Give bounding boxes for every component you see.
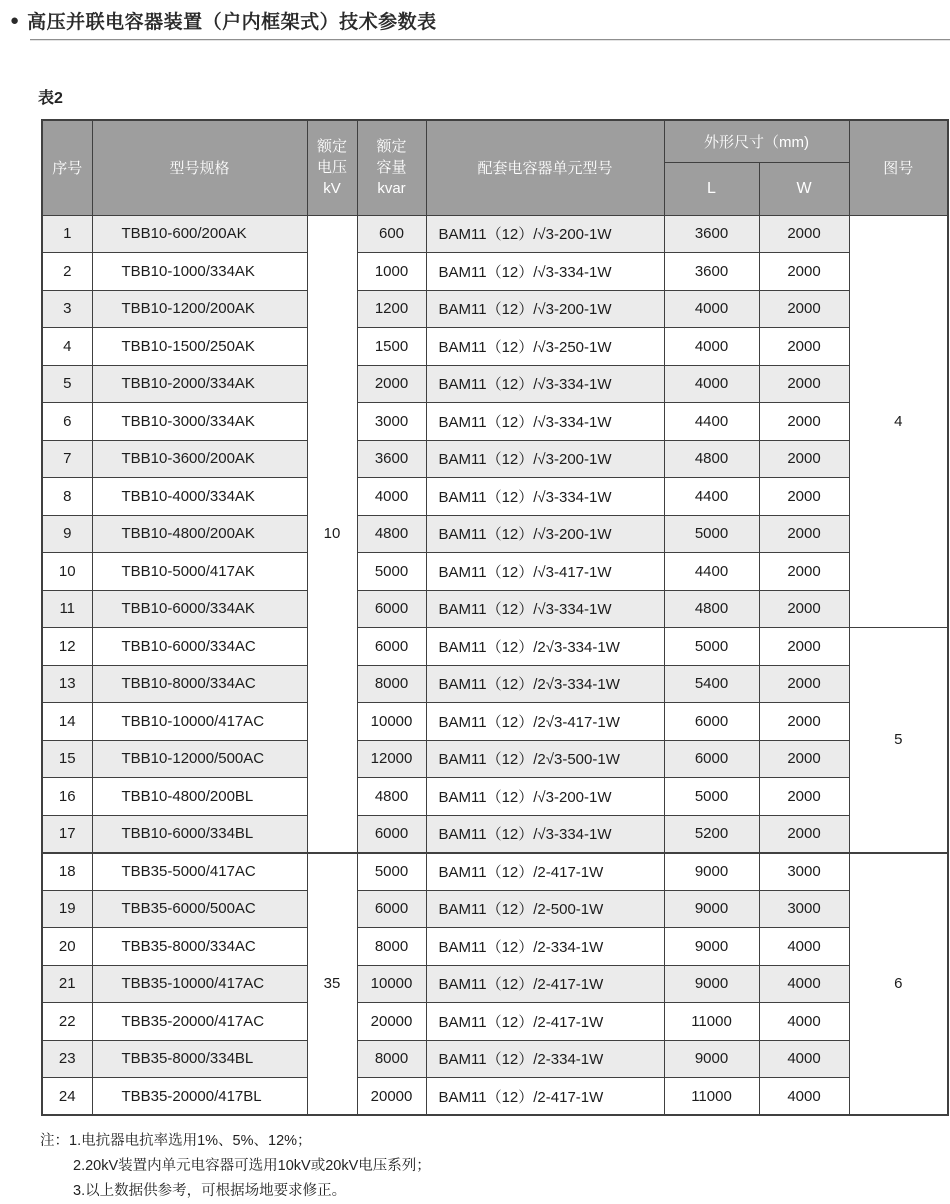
- cell-no: 10: [42, 553, 92, 591]
- cell-model: TBB10-6000/334BL: [92, 815, 307, 853]
- table-row: [42, 215, 948, 253]
- cell-unit: BAM11（12）/√3-417-1W: [426, 553, 664, 591]
- cell-no: 24: [42, 1078, 92, 1116]
- cell-kvar: 20000: [357, 1078, 426, 1116]
- table-row: [42, 590, 948, 628]
- cell-kvar: 4000: [357, 478, 426, 516]
- cell-kvar: 10000: [357, 703, 426, 741]
- cell-no: 7: [42, 440, 92, 478]
- cell-model: TBB10-6000/334AK: [92, 590, 307, 628]
- footnote-line: 2.20kV装置内单元电容器可选用10kV或20kV电压系列；: [73, 1158, 431, 1174]
- table-row: [42, 365, 948, 403]
- cell-w: 2000: [759, 253, 849, 291]
- cell-w: 2000: [759, 815, 849, 853]
- cell-w: 2000: [759, 665, 849, 703]
- page-title: 高压并联电容器装置（户内框架式）技术参数表: [27, 12, 437, 33]
- cell-model: TBB10-1200/200AK: [92, 290, 307, 328]
- cell-kvar: 1000: [357, 253, 426, 291]
- cell-unit: BAM11（12）/√3-334-1W: [426, 403, 664, 441]
- cell-no: 16: [42, 778, 92, 816]
- cell-unit: BAM11（12）/2√3-334-1W: [426, 665, 664, 703]
- cell-w: 4000: [759, 1003, 849, 1041]
- cell-w: 2000: [759, 215, 849, 253]
- cell-l: 9000: [664, 890, 759, 928]
- cell-model: TBB10-1000/334AK: [92, 253, 307, 291]
- cell-figure-group-6: 6: [849, 853, 948, 1116]
- table-header: [42, 120, 948, 215]
- cell-unit: BAM11（12）/2-500-1W: [426, 890, 664, 928]
- cell-model: TBB35-5000/417AC: [92, 853, 307, 891]
- table-row: [42, 328, 948, 366]
- cell-model: TBB10-4000/334AK: [92, 478, 307, 516]
- cell-kvar: 8000: [357, 665, 426, 703]
- cell-unit: BAM11（12）/√3-250-1W: [426, 328, 664, 366]
- cell-l: 4000: [664, 328, 759, 366]
- table-caption: 表2: [38, 90, 63, 107]
- cell-l: 9000: [664, 965, 759, 1003]
- cell-no: 6: [42, 403, 92, 441]
- table-row: [42, 890, 948, 928]
- cell-l: 6000: [664, 740, 759, 778]
- table-row: [42, 965, 948, 1003]
- cell-l: 5400: [664, 665, 759, 703]
- cell-l: 4400: [664, 553, 759, 591]
- header-dim-w: W: [759, 162, 849, 215]
- cell-unit: BAM11（12）/2-417-1W: [426, 965, 664, 1003]
- header-dimensions: 外形尺寸（mm): [664, 120, 849, 162]
- cell-no: 13: [42, 665, 92, 703]
- cell-w: 4000: [759, 965, 849, 1003]
- parameter-table-wrapper: [41, 119, 950, 1116]
- cell-l: 4400: [664, 403, 759, 441]
- cell-l: 3600: [664, 215, 759, 253]
- cell-kvar: 8000: [357, 928, 426, 966]
- cell-figure-group-5: 5: [849, 628, 948, 853]
- cell-w: 2000: [759, 328, 849, 366]
- header-rated-capacity: [357, 120, 426, 215]
- header-voltage-unit: kV: [323, 180, 341, 198]
- cell-unit: BAM11（12）/2-334-1W: [426, 1040, 664, 1078]
- cell-no: 23: [42, 1040, 92, 1078]
- cell-model: TBB10-10000/417AC: [92, 703, 307, 741]
- cell-no: 9: [42, 515, 92, 553]
- cell-w: 2000: [759, 703, 849, 741]
- cell-w: 3000: [759, 853, 849, 891]
- cell-no: 3: [42, 290, 92, 328]
- cell-no: 12: [42, 628, 92, 666]
- cell-unit: BAM11（12）/2√3-334-1W: [426, 628, 664, 666]
- header-no: 序号: [42, 120, 92, 215]
- cell-unit: BAM11（12）/√3-334-1W: [426, 478, 664, 516]
- table-row: [42, 628, 948, 666]
- table-row: [42, 740, 948, 778]
- cell-no: 1: [42, 215, 92, 253]
- cell-kvar: 6000: [357, 890, 426, 928]
- cell-w: 2000: [759, 403, 849, 441]
- cell-unit: BAM11（12）/√3-200-1W: [426, 440, 664, 478]
- cell-model: TBB35-10000/417AC: [92, 965, 307, 1003]
- cell-no: 20: [42, 928, 92, 966]
- cell-unit: BAM11（12）/√3-200-1W: [426, 215, 664, 253]
- cell-w: 2000: [759, 553, 849, 591]
- cell-no: 21: [42, 965, 92, 1003]
- cell-voltage-group-10: 10: [307, 215, 357, 853]
- table-row: [42, 703, 948, 741]
- cell-no: 14: [42, 703, 92, 741]
- header-voltage-line1: 额定: [316, 138, 347, 156]
- cell-unit: BAM11（12）/2-334-1W: [426, 928, 664, 966]
- cell-l: 4800: [664, 590, 759, 628]
- cell-kvar: 1200: [357, 290, 426, 328]
- cell-figure-group-4: 4: [849, 215, 948, 628]
- cell-model: TBB10-1500/250AK: [92, 328, 307, 366]
- cell-w: 2000: [759, 290, 849, 328]
- cell-no: 15: [42, 740, 92, 778]
- cell-l: 5000: [664, 515, 759, 553]
- cell-model: TBB10-3000/334AK: [92, 403, 307, 441]
- cell-no: 4: [42, 328, 92, 366]
- cell-model: TBB10-2000/334AK: [92, 365, 307, 403]
- cell-kvar: 5000: [357, 853, 426, 891]
- table-row: [42, 815, 948, 853]
- table-row: [42, 928, 948, 966]
- cell-w: 2000: [759, 590, 849, 628]
- cell-l: 3600: [664, 253, 759, 291]
- cell-l: 6000: [664, 703, 759, 741]
- cell-unit: BAM11（12）/√3-334-1W: [426, 253, 664, 291]
- cell-model: TBB10-600/200AK: [92, 215, 307, 253]
- footnote-label: 注：: [40, 1133, 69, 1149]
- cell-kvar: 6000: [357, 815, 426, 853]
- header-unit-model: 配套电容器单元型号: [426, 120, 664, 215]
- cell-model: TBB35-20000/417AC: [92, 1003, 307, 1041]
- cell-model: TBB35-8000/334BL: [92, 1040, 307, 1078]
- cell-w: 2000: [759, 740, 849, 778]
- cell-kvar: 5000: [357, 553, 426, 591]
- cell-w: 2000: [759, 478, 849, 516]
- cell-l: 4000: [664, 290, 759, 328]
- cell-kvar: 3000: [357, 403, 426, 441]
- cell-w: 4000: [759, 1078, 849, 1116]
- table-row: [42, 290, 948, 328]
- table-row: [42, 778, 948, 816]
- cell-l: 5000: [664, 778, 759, 816]
- table-row: [42, 253, 948, 291]
- cell-model: TBB10-6000/334AC: [92, 628, 307, 666]
- bullet-icon: ●: [10, 12, 20, 29]
- table-row: [42, 1078, 948, 1116]
- cell-unit: BAM11（12）/√3-334-1W: [426, 365, 664, 403]
- cell-no: 18: [42, 853, 92, 891]
- cell-no: 5: [42, 365, 92, 403]
- cell-w: 2000: [759, 515, 849, 553]
- footnote-text: 1.电抗器电抗率选用1%、5%、12%；: [69, 1133, 312, 1149]
- cell-l: 9000: [664, 853, 759, 891]
- cell-model: TBB35-8000/334AC: [92, 928, 307, 966]
- cell-w: 2000: [759, 778, 849, 816]
- cell-w: 4000: [759, 1040, 849, 1078]
- cell-unit: BAM11（12）/√3-200-1W: [426, 515, 664, 553]
- cell-l: 9000: [664, 1040, 759, 1078]
- cell-unit: BAM11（12）/2√3-500-1W: [426, 740, 664, 778]
- cell-no: 19: [42, 890, 92, 928]
- cell-model: TBB35-6000/500AC: [92, 890, 307, 928]
- cell-unit: BAM11（12）/√3-200-1W: [426, 778, 664, 816]
- cell-l: 5000: [664, 628, 759, 666]
- cell-model: TBB10-5000/417AK: [92, 553, 307, 591]
- cell-kvar: 4800: [357, 515, 426, 553]
- cell-w: 2000: [759, 365, 849, 403]
- cell-model: TBB35-20000/417BL: [92, 1078, 307, 1116]
- footnote-line: [40, 1129, 950, 1154]
- cell-unit: BAM11（12）/√3-334-1W: [426, 590, 664, 628]
- cell-unit: BAM11（12）/√3-200-1W: [426, 290, 664, 328]
- cell-kvar: 6000: [357, 590, 426, 628]
- table-row: [42, 478, 948, 516]
- cell-no: 2: [42, 253, 92, 291]
- cell-kvar: 20000: [357, 1003, 426, 1041]
- cell-unit: BAM11（12）/2√3-417-1W: [426, 703, 664, 741]
- title-block: [0, 0, 950, 34]
- cell-l: 4800: [664, 440, 759, 478]
- header-voltage-line2: 电压: [316, 159, 347, 177]
- cell-l: 9000: [664, 928, 759, 966]
- cell-l: 4000: [664, 365, 759, 403]
- table-row: [42, 1003, 948, 1041]
- cell-no: 22: [42, 1003, 92, 1041]
- parameter-table: [41, 119, 949, 1116]
- header-dim-l: L: [664, 162, 759, 215]
- table-row: [42, 553, 948, 591]
- cell-w: 2000: [759, 628, 849, 666]
- cell-kvar: 3600: [357, 440, 426, 478]
- table-body: [42, 215, 948, 1115]
- header-model: 型号规格: [92, 120, 307, 215]
- table-row: [42, 515, 948, 553]
- cell-model: TBB10-3600/200AK: [92, 440, 307, 478]
- cell-kvar: 4800: [357, 778, 426, 816]
- table-row: [42, 665, 948, 703]
- cell-model: TBB10-4800/200AK: [92, 515, 307, 553]
- cell-w: 2000: [759, 440, 849, 478]
- header-capacity-line1: 额定: [376, 138, 407, 156]
- cell-unit: BAM11（12）/√3-334-1W: [426, 815, 664, 853]
- title-divider: [30, 39, 950, 41]
- cell-l: 11000: [664, 1003, 759, 1041]
- cell-unit: BAM11（12）/2-417-1W: [426, 853, 664, 891]
- table-row: [42, 403, 948, 441]
- footnotes: [40, 1129, 950, 1204]
- header-capacity-line2: 容量: [376, 159, 407, 177]
- header-rated-voltage: [307, 120, 357, 215]
- cell-kvar: 2000: [357, 365, 426, 403]
- table-row: [42, 853, 948, 891]
- cell-unit: BAM11（12）/2-417-1W: [426, 1003, 664, 1041]
- cell-kvar: 8000: [357, 1040, 426, 1078]
- table-row: [42, 1040, 948, 1078]
- cell-kvar: 6000: [357, 628, 426, 666]
- cell-kvar: 600: [357, 215, 426, 253]
- header-figure: 图号: [849, 120, 948, 215]
- cell-kvar: 1500: [357, 328, 426, 366]
- cell-kvar: 10000: [357, 965, 426, 1003]
- header-capacity-unit: kvar: [377, 180, 406, 198]
- cell-model: TBB10-8000/334AC: [92, 665, 307, 703]
- cell-no: 17: [42, 815, 92, 853]
- cell-model: TBB10-4800/200BL: [92, 778, 307, 816]
- cell-model: TBB10-12000/500AC: [92, 740, 307, 778]
- cell-l: 4400: [664, 478, 759, 516]
- cell-w: 3000: [759, 890, 849, 928]
- cell-unit: BAM11（12）/2-417-1W: [426, 1078, 664, 1116]
- cell-l: 11000: [664, 1078, 759, 1116]
- cell-no: 11: [42, 590, 92, 628]
- cell-voltage-group-35: 35: [307, 853, 357, 1116]
- footnote-line: 3.以上数据供参考，可根据场地要求修正。: [73, 1183, 347, 1199]
- cell-kvar: 12000: [357, 740, 426, 778]
- cell-w: 4000: [759, 928, 849, 966]
- table-row: [42, 440, 948, 478]
- cell-l: 5200: [664, 815, 759, 853]
- cell-no: 8: [42, 478, 92, 516]
